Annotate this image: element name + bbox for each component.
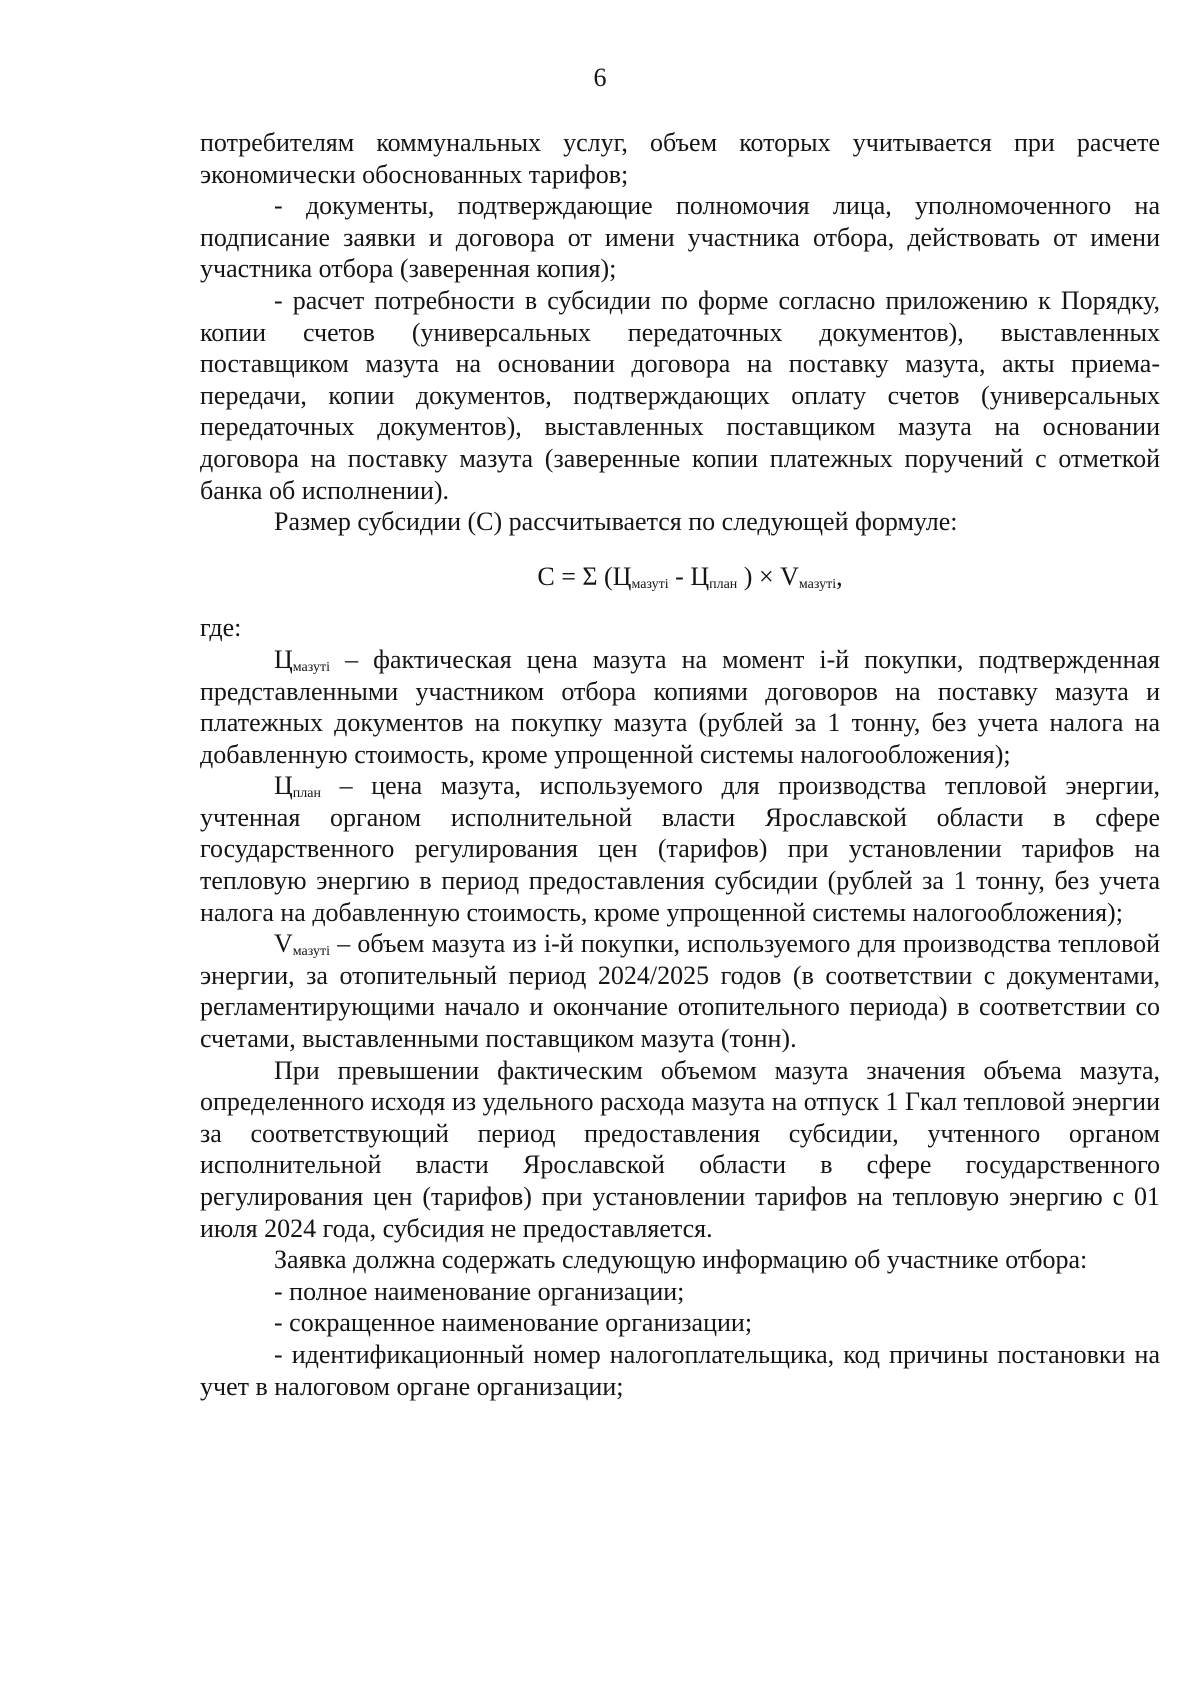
paragraph-subsidy-calculation: - расчет потребности в субсидии по форме согласно приложению к Порядку, копии счетов (универсальных передаточных документов), выставленных поставщиком мазута на основании договора на поставку мазута, акты приема-передачи, копии документов, подтверждающих оплату счетов (универсальных передаточных документов), выставленных поставщиком мазута на основании договора на поставку мазута (заверенные копии платежных поручений с отметкой банка об исполнении). [200,285,1160,505]
paragraph-excess-volume: При превышении фактическим объемом мазута значения объема мазута, определенного исходя из удельного расхода мазута на отпуск 1 Гкал тепловой энергии за соответствующий период предоставления субсидии, учтенного органом исполнительной власти Ярославской области в сфере государственного регулирования цен (тарифов) при установлении тарифов на тепловую энергию с 01 июля 2024 года, субсидия не предоставляется. [200,1055,1160,1243]
paragraph-application-info: Заявка должна содержать следующую информацию об участнике отбора: [274,1245,1088,1275]
subsidy-formula: С = Σ ($Ц_{мазутi} - Ц_{план}$ ) × $V_{мазутi}$, [537,561,843,592]
document-body [200,127,1160,1402]
page-number: 6 [593,63,607,92]
list-item-tax-id: - идентификационный номер налогоплательщика, код причины постановки на учет в налоговом органе организации; [200,1339,1160,1401]
paragraph-authority-documents: - документы, подтверждающие полномочия лица, уполномоченного на подписание заявки и договора от имени участника отбора, действовать от имени участника отбора (заверенная копия); [200,191,1160,284]
paragraph-consumers: потребителям коммунальных услуг, объем которых учитывается при расчете экономически обоснованных тарифов; [200,128,1160,189]
definition-planned-price: $Ц_{план}$ – цена мазута, используемого для производства тепловой энергии, учтенная органом исполнительной власти Ярославской области в сфере государственного регулирования цен (тарифов) при установлении тарифов на тепловую энергию в период предоставления субсидии (рублей за 1 тонну, без учета налога на добавленную стоимость, кроме упрощенной системы налогообложения); [200,771,1160,927]
list-item-short-name: - сокращенное наименование организации; [274,1308,753,1338]
definition-volume: $V_{мазутi}$ – объем мазута из i-й покупки, используемого для производства тепловой энергии, за отопительный период 2024/2025 годов (в соответствии с документами, регламентирующими начало и окончание отопительного периода) в соответствии со счетами, выставленными поставщиком мазута (тонн). [200,929,1160,1054]
where-label: где: [200,613,242,643]
paragraph-formula-intro: Размер субсидии (С) рассчитывается по следующей формуле: [274,507,958,537]
definition-actual-price: $Ц_{мазутi}$ – фактическая цена мазута на момент i-й покупки, подтвержденная представленными участником отбора копиями договоров на поставку мазута и платежных документов на покупку мазута (рублей за 1 тонну, без учета налога на добавленную стоимость, кроме упрощенной системы налогообложения); [200,644,1160,769]
list-item-full-name: - полное наименование организации; [274,1276,685,1306]
